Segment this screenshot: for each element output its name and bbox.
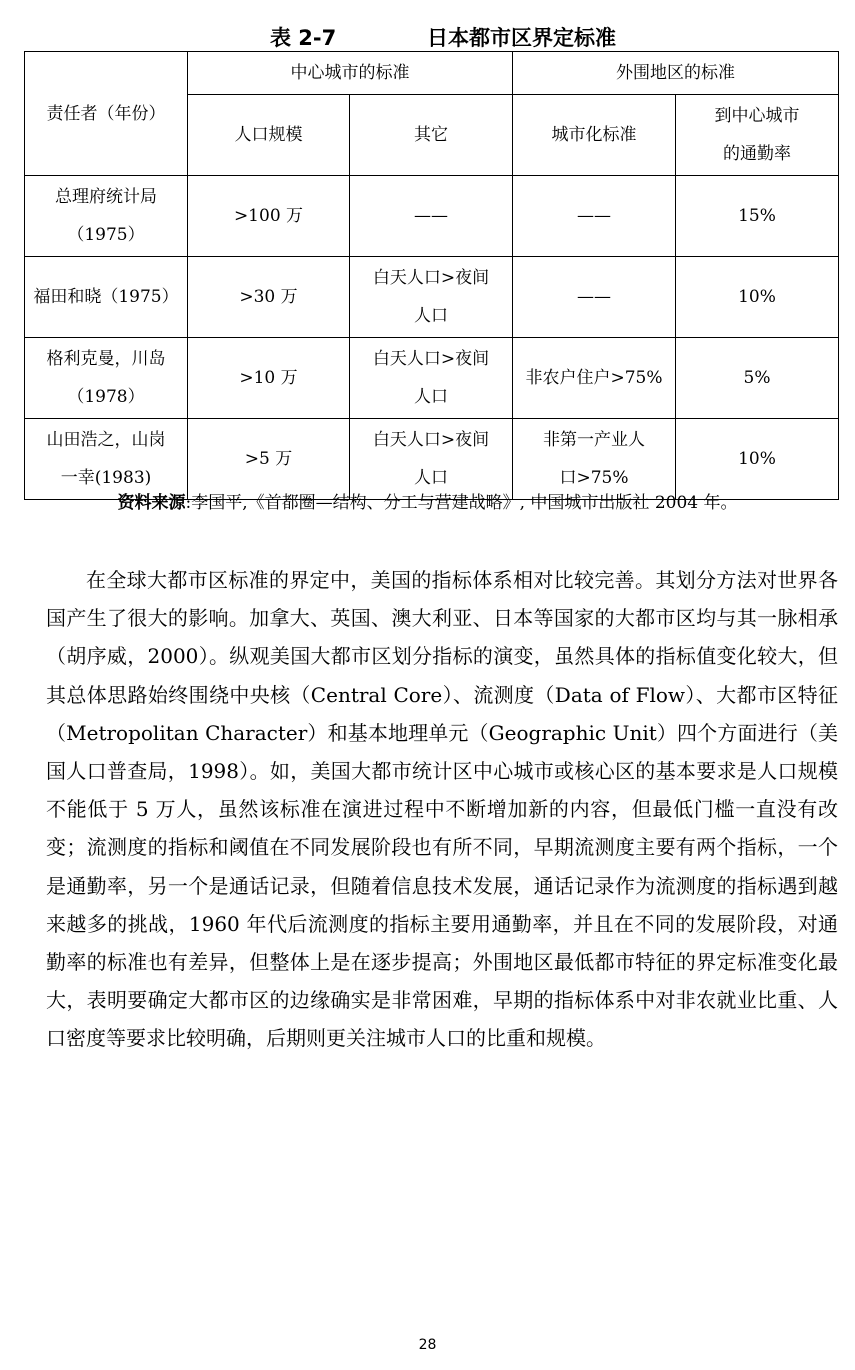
cell-population: >100 万 — [188, 176, 350, 257]
criteria-table — [24, 51, 839, 500]
header-other: 其它 — [350, 95, 513, 176]
cell-population: >10 万 — [188, 338, 350, 419]
header-responsible: 责任者（年份） — [25, 52, 188, 176]
cell-responsible-line: 格利克曼，川岛 — [46, 349, 166, 369]
cell-responsible-line: 总理府统计局 — [55, 187, 157, 207]
cell-urbanization — [513, 338, 676, 419]
cell-other-line: 白天人口>夜间 — [372, 349, 490, 369]
cell-other-line: 白天人口>夜间 — [372, 268, 490, 288]
table-row — [25, 176, 839, 257]
cell-commute: 15% — [676, 176, 839, 257]
header-urbanization: 城市化标准 — [513, 95, 676, 176]
cell-urbanization-line: —— — [577, 206, 611, 226]
page-number: 28 — [418, 1337, 437, 1353]
cell-commute: 10% — [676, 257, 839, 338]
table-body — [25, 176, 839, 500]
cell-other-line: 人口 — [414, 387, 448, 407]
header-row-top — [25, 52, 839, 95]
table-number: 表 2-7 — [270, 26, 337, 50]
cell-other — [350, 176, 513, 257]
cell-other — [350, 338, 513, 419]
cell-other — [350, 257, 513, 338]
cell-responsible — [25, 338, 188, 419]
cell-other-line: 人口 — [414, 468, 448, 488]
cell-responsible-line: （1975） — [67, 225, 145, 245]
source-label: 资料来源 — [117, 493, 186, 513]
cell-urbanization-line: 口>75% — [559, 468, 629, 488]
table-row — [25, 338, 839, 419]
header-commute — [676, 95, 839, 176]
cell-population: >30 万 — [188, 257, 350, 338]
cell-other-line: —— — [414, 206, 448, 226]
cell-population: >5 万 — [188, 419, 350, 500]
cell-responsible-line: 福田和晓（1975） — [33, 287, 179, 307]
cell-other-line: 白天人口>夜间 — [372, 430, 490, 450]
cell-urbanization-line: 非第一产业人 — [543, 430, 645, 450]
cell-urbanization-line: —— — [577, 287, 611, 307]
table-row — [25, 257, 839, 338]
table-source — [0, 488, 855, 513]
cell-responsible — [25, 176, 188, 257]
header-population: 人口规模 — [188, 95, 350, 176]
body-paragraph: 在全球大都市区标准的界定中，美国的指标体系相对比较完善。其划分方法对世界各国产生了很大的影响。加拿大、英国、澳大利亚、日本等国家的大都市区均与其一脉相承（胡序威，2000）。纵观美国大都市区划分指标的演变，虽然具体的指标值变化较大，但其总体思路始终围绕中央核（Central Core）、流测度（Data of Flow）、大都市区特征（Metropolitan Character）和基本地理单元（Geographic Unit）四个方面进行（美国人口普查局，1998）。如，美国大都市统计区中心城市或核心区的基本要求是人口规模不能低于 5 万人，虽然该标准在演进过程中不断增加新的内容，但最低门槛一直没有改变；流测度的指标和阈值在不同发展阶段也有所不同，早期流测度主要有两个指标，一个是通勤率，另一个是通话记录，但随着信息技术发展，通话记录作为流测度的指标遇到越来越多的挑战，1960 年代后流测度的指标主要用通勤率，并且在不同的发展阶段，对通勤率的标准也有差异，但整体上是在逐步提高；外围地区最低都市特征的界定标准变化最大，表明要确定大都市区的边缘确实是非常困难，早期的指标体系中对非农就业比重、人口密度等要求比较明确，后期则更关注城市人口的比重和规模。 — [46, 568, 838, 1051]
cell-responsible-line: （1978） — [67, 387, 145, 407]
cell-other-line: 人口 — [414, 306, 448, 326]
cell-responsible-line: 山田浩之，山岗 — [46, 430, 166, 450]
table-caption — [0, 18, 855, 52]
cell-responsible-line: 一幸(1983) — [60, 468, 152, 488]
header-group-center: 中心城市的标准 — [188, 52, 513, 95]
source-text: :李国平,《首都圈—结构、分工与营建战略》, 中国城市出版社 2004 年。 — [185, 493, 738, 513]
header-commute-line1: 到中心城市 — [714, 106, 800, 126]
table-title: 日本都市区界定标准 — [427, 26, 616, 50]
cell-responsible — [25, 257, 188, 338]
header-group-outer: 外围地区的标准 — [513, 52, 839, 95]
cell-urbanization — [513, 176, 676, 257]
cell-commute: 10% — [676, 419, 839, 500]
cell-urbanization-line: 非农户住户>75% — [525, 368, 663, 388]
cell-commute: 5% — [676, 338, 839, 419]
cell-urbanization — [513, 257, 676, 338]
header-commute-line2: 的通勤率 — [723, 144, 791, 164]
